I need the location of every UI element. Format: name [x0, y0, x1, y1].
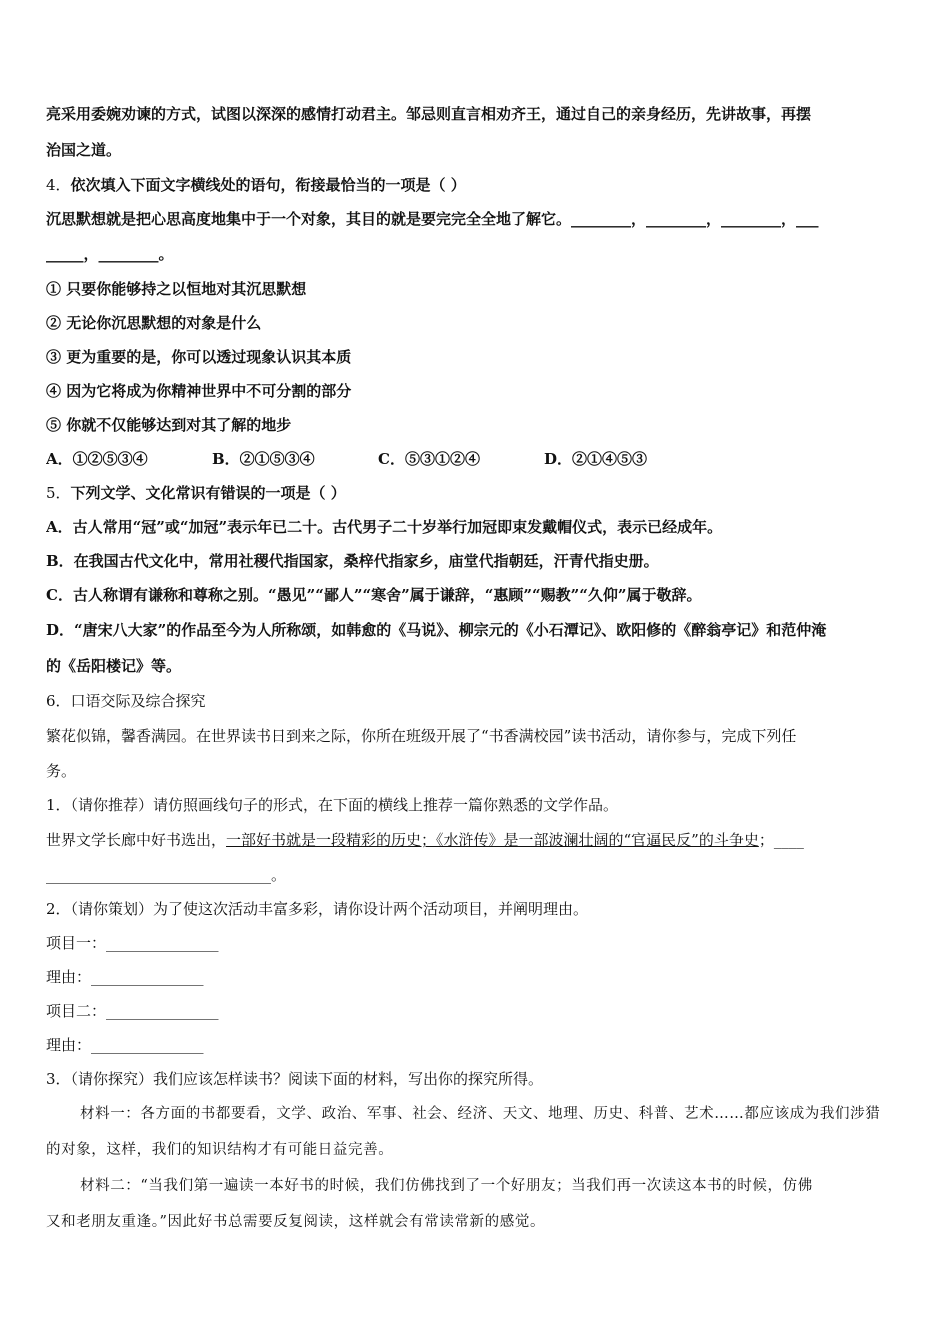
q6-material2-line-1: 材料二：“当我们第一遍读一本好书的时候，我们仿佛找到了一个好朋友；当我们再一次读这本书的时候，仿佛: [80, 1178, 813, 1194]
q6-reason-2[interactable]: 理由：_______________: [46, 1036, 204, 1054]
exam-page: [46, 96, 906, 1240]
q5-stem-text: 下列文学、文化常识有错误的一项是（ ）: [70, 484, 346, 502]
q6-sub2: 2．（请你策划）为了使这次活动丰富多彩，请你设计两个活动项目，并阐明理由。: [46, 900, 589, 918]
q4-item-4: ④ 因为它将成为你精神世界中不可分割的部分: [46, 382, 352, 400]
q4-item-3: ③ 更为重要的是，你可以透过现象认识其本质: [46, 348, 352, 366]
q6-sub1: 1．（请你推荐）请仿照画线句子的形式，在下面的横线上推荐一篇你熟悉的文学作品。: [46, 796, 619, 814]
q4-passage-line-2: _____，________。: [46, 245, 174, 263]
q5-option-b: B．在我国古代文化中，常用社稷代指国家，桑梓代指家乡，庙堂代指朝廷，汗青代指史册。: [46, 552, 659, 570]
q4-item-1: ① 只要你能够持之以恒地对其沉思默想: [46, 280, 307, 298]
q4-item-2: ② 无论你沉思默想的对象是什么: [46, 314, 262, 332]
q6-intro-line-2: 务。: [46, 762, 77, 780]
q4-option-a: A．①②⑤③④: [46, 450, 148, 468]
q4-option-c: C．⑤③①②④: [378, 450, 480, 468]
q6-sub1-prompt: [46, 822, 906, 858]
intro-line-2: 治国之道。: [46, 141, 122, 159]
q4-options: [46, 442, 906, 476]
q6-material1-line-1: 材料一：各方面的书都要看，文学、政治、军事、社会、经济、天文、地理、历史、科普、艺术……都应该成为我们涉猎: [80, 1106, 881, 1122]
q5-number: 5．: [46, 484, 71, 502]
q5-option-a: A．古人常用“冠”或“加冠”表示年已二十。古代男子二十岁举行加冠即束发戴帽仪式，表示已经成年。: [46, 518, 723, 536]
q6-sub1-underlined-sentence: 一部好书就是一段精彩的历史；《水浒传》是一部波澜壮阔的“官逼民反”的斗争史: [226, 831, 759, 849]
q4-item-5: ⑤ 你就不仅能够达到对其了解的地步: [46, 416, 292, 434]
q6-intro-line-1: 繁花似锦，馨香满园。在世界读书日到来之际，你所在班级开展了“书香满校园”读书活动，请你参与，完成下列任: [46, 727, 797, 745]
q6-project-2[interactable]: 项目二：_______________: [46, 1002, 219, 1020]
q6-title: 6．口语交际及综合探究: [46, 692, 206, 710]
q6-sub1-prefix: 世界文学长廊中好书选出，: [46, 831, 227, 849]
q6-project-1[interactable]: 项目一：_______________: [46, 934, 219, 952]
intro-line-1: 亮采用委婉劝谏的方式，试图以深深的感情打动君主。邹忌则直言相劝齐王，通过自己的亲身经历，先讲故事，再摆: [46, 105, 812, 123]
q5-option-d-line-1: D．“唐宋八大家”的作品至今为人所称颂，如韩愈的《马说》、柳宗元的《小石潭记》、欧阳修的《醉翁亭记》和范仲淹: [46, 621, 827, 639]
q5-stem: [46, 476, 906, 510]
q4-option-b: B．②①⑤③④: [212, 450, 315, 468]
q5-option-d-line-2: 的《岳阳楼记》等。: [46, 657, 182, 675]
q6-sub3: 3．（请你探究）我们应该怎样读书？阅读下面的材料，写出你的探究所得。: [46, 1070, 544, 1088]
q5-option-c: C．古人称谓有谦称和尊称之别。“愚见”“鄙人”“寒舍”属于谦辞，“惠顾”“赐教”“久仰”属于敬辞。: [46, 586, 702, 604]
q6-material2-line-2: 又和老朋友重逢。”因此好书总需要反复阅读，这样就会有常读常新的感觉。: [46, 1214, 546, 1230]
q4-stem: [46, 168, 906, 202]
q6-material1-line-2: 的对象，这样，我们的知识结构才有可能日益完善。: [46, 1142, 394, 1158]
q4-passage-line-1: 沉思默想就是把心思高度地集中于一个对象，其目的就是要完完全全地了解它。________，________，________，___: [46, 210, 819, 228]
q6-sub1-suffix: ；____: [758, 831, 804, 849]
q6-sub1-answer-line[interactable]: ______________________________。: [46, 866, 287, 884]
q4-option-d: D．②①④⑤③: [544, 450, 648, 468]
q6-reason-1[interactable]: 理由：_______________: [46, 968, 204, 986]
q4-number: 4．: [46, 176, 71, 194]
q4-stem-text: 依次填入下面文字横线处的语句，衔接最恰当的一项是（ ）: [70, 176, 466, 194]
